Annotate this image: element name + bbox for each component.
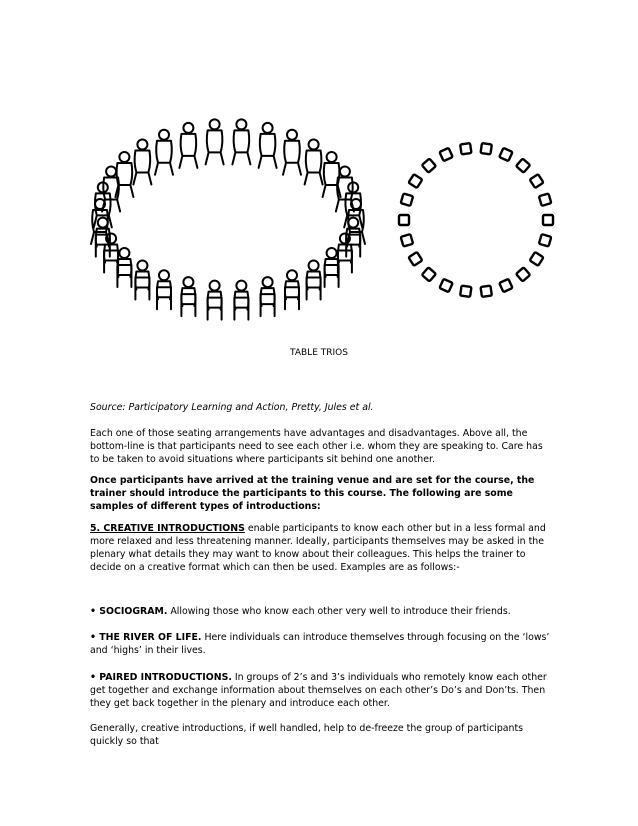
paragraph-de-freeze: Generally, creative introductions, if well handled, help to de-freeze the group of participants quickly so that	[90, 723, 524, 747]
paragraph-seating-advantages: Each one of those seating arrangements have advantages and disadvantages. Above all, the bottom-line is that participants need to see each other i.e. whom they are speaking to. Care has to be taken to avoid situations where participants sit behind one another.	[90, 428, 543, 465]
seated-person-figure	[307, 261, 321, 300]
empty-chair-shape	[530, 252, 544, 266]
seated-person-figure	[283, 130, 301, 175]
seated-person-figure	[285, 270, 299, 309]
empty-chair-shape	[408, 174, 422, 188]
seated-person-figure	[208, 281, 222, 320]
empty-chair-shape	[539, 234, 551, 246]
seated-person-figure	[259, 123, 277, 168]
seated-person-figure	[338, 234, 352, 273]
empty-chair-shape	[481, 143, 492, 154]
bullet-river-of-life	[90, 631, 552, 657]
source-citation: Source: Participatory Learning and Action, Pretty, Jules et al.	[90, 402, 374, 413]
seated-person-figure	[261, 277, 275, 316]
empty-chair-shape	[408, 252, 422, 266]
paragraph-introductions-intro: Once participants have arrived at the training venue and are set for the course, the trainer should introduce the participants to this course. The following are some samples of different types of introductions:	[90, 475, 535, 512]
bullet-lead: • PAIRED INTRODUCTIONS.	[90, 672, 232, 683]
empty-chair-shape	[530, 174, 544, 188]
seated-person-figure	[157, 270, 171, 309]
empty-chair-shape	[499, 148, 512, 161]
seated-person-figure	[234, 281, 248, 320]
chairs-circle-drawing	[399, 143, 553, 297]
empty-chair-shape	[516, 159, 530, 173]
figure-caption: TABLE TRIOS	[290, 348, 348, 358]
empty-chair-shape	[422, 267, 436, 281]
seated-person-figure	[305, 140, 323, 185]
empty-chair-shape	[401, 193, 413, 205]
seating-arrangement-illustration	[86, 112, 566, 342]
paragraph-creative-introductions	[90, 522, 552, 574]
bullet-lead: • THE RIVER OF LIFE.	[90, 632, 202, 643]
seated-person-figure	[135, 261, 149, 300]
seated-person-figure	[325, 248, 339, 287]
empty-chair-shape	[439, 279, 452, 292]
seated-person-figure	[115, 152, 133, 197]
creative-introductions-text: enable participants to know each other but in a less formal and more relaxed and less threatening manner. Ideally, participants themselves may be asked in the plenary what details they may want to know about their colleagues. This helps the trainer to decide on a creative format which can then be used. Examples are as follows:-	[90, 523, 546, 573]
seated-person-figure	[232, 119, 250, 164]
seated-person-figure	[179, 123, 197, 168]
empty-chair-shape	[516, 267, 530, 281]
bullet-paired-introductions	[90, 671, 552, 710]
creative-introductions-heading: 5. CREATIVE INTRODUCTIONS	[90, 523, 245, 534]
bullet-sociogram	[90, 605, 552, 618]
bullet-text: In groups of 2’s and 3’s individuals who remotely know each other get together and exchange information about themselves on each other’s Do’s and Don’ts. Then they get back together in the plenary and introduce each other.	[90, 672, 547, 709]
seated-person-figure	[155, 130, 173, 175]
seated-person-figure	[133, 140, 151, 185]
people-circle-drawing	[91, 119, 365, 319]
bullet-text: Allowing those who know each other very well to introduce their friends.	[167, 606, 511, 617]
empty-chair-shape	[481, 286, 492, 297]
empty-chair-shape	[422, 159, 436, 173]
empty-chair-shape	[499, 279, 512, 292]
seated-person-figure	[206, 119, 224, 164]
empty-chair-shape	[439, 148, 452, 161]
empty-chair-shape	[401, 234, 413, 246]
bullet-text: Here individuals can introduce themselves through focusing on the ‘lows’ and ‘highs’ in their lives.	[90, 632, 550, 656]
seated-person-figure	[104, 234, 118, 273]
seated-person-figure	[181, 277, 195, 316]
seated-person-figure	[91, 199, 109, 244]
empty-chair-shape	[539, 193, 551, 205]
empty-chair-shape	[460, 143, 471, 154]
bullet-lead: • SOCIOGRAM.	[90, 606, 168, 617]
empty-chair-shape	[460, 286, 471, 297]
empty-chair-shape	[543, 215, 553, 225]
seated-person-figure	[117, 248, 131, 287]
empty-chair-shape	[399, 215, 409, 225]
